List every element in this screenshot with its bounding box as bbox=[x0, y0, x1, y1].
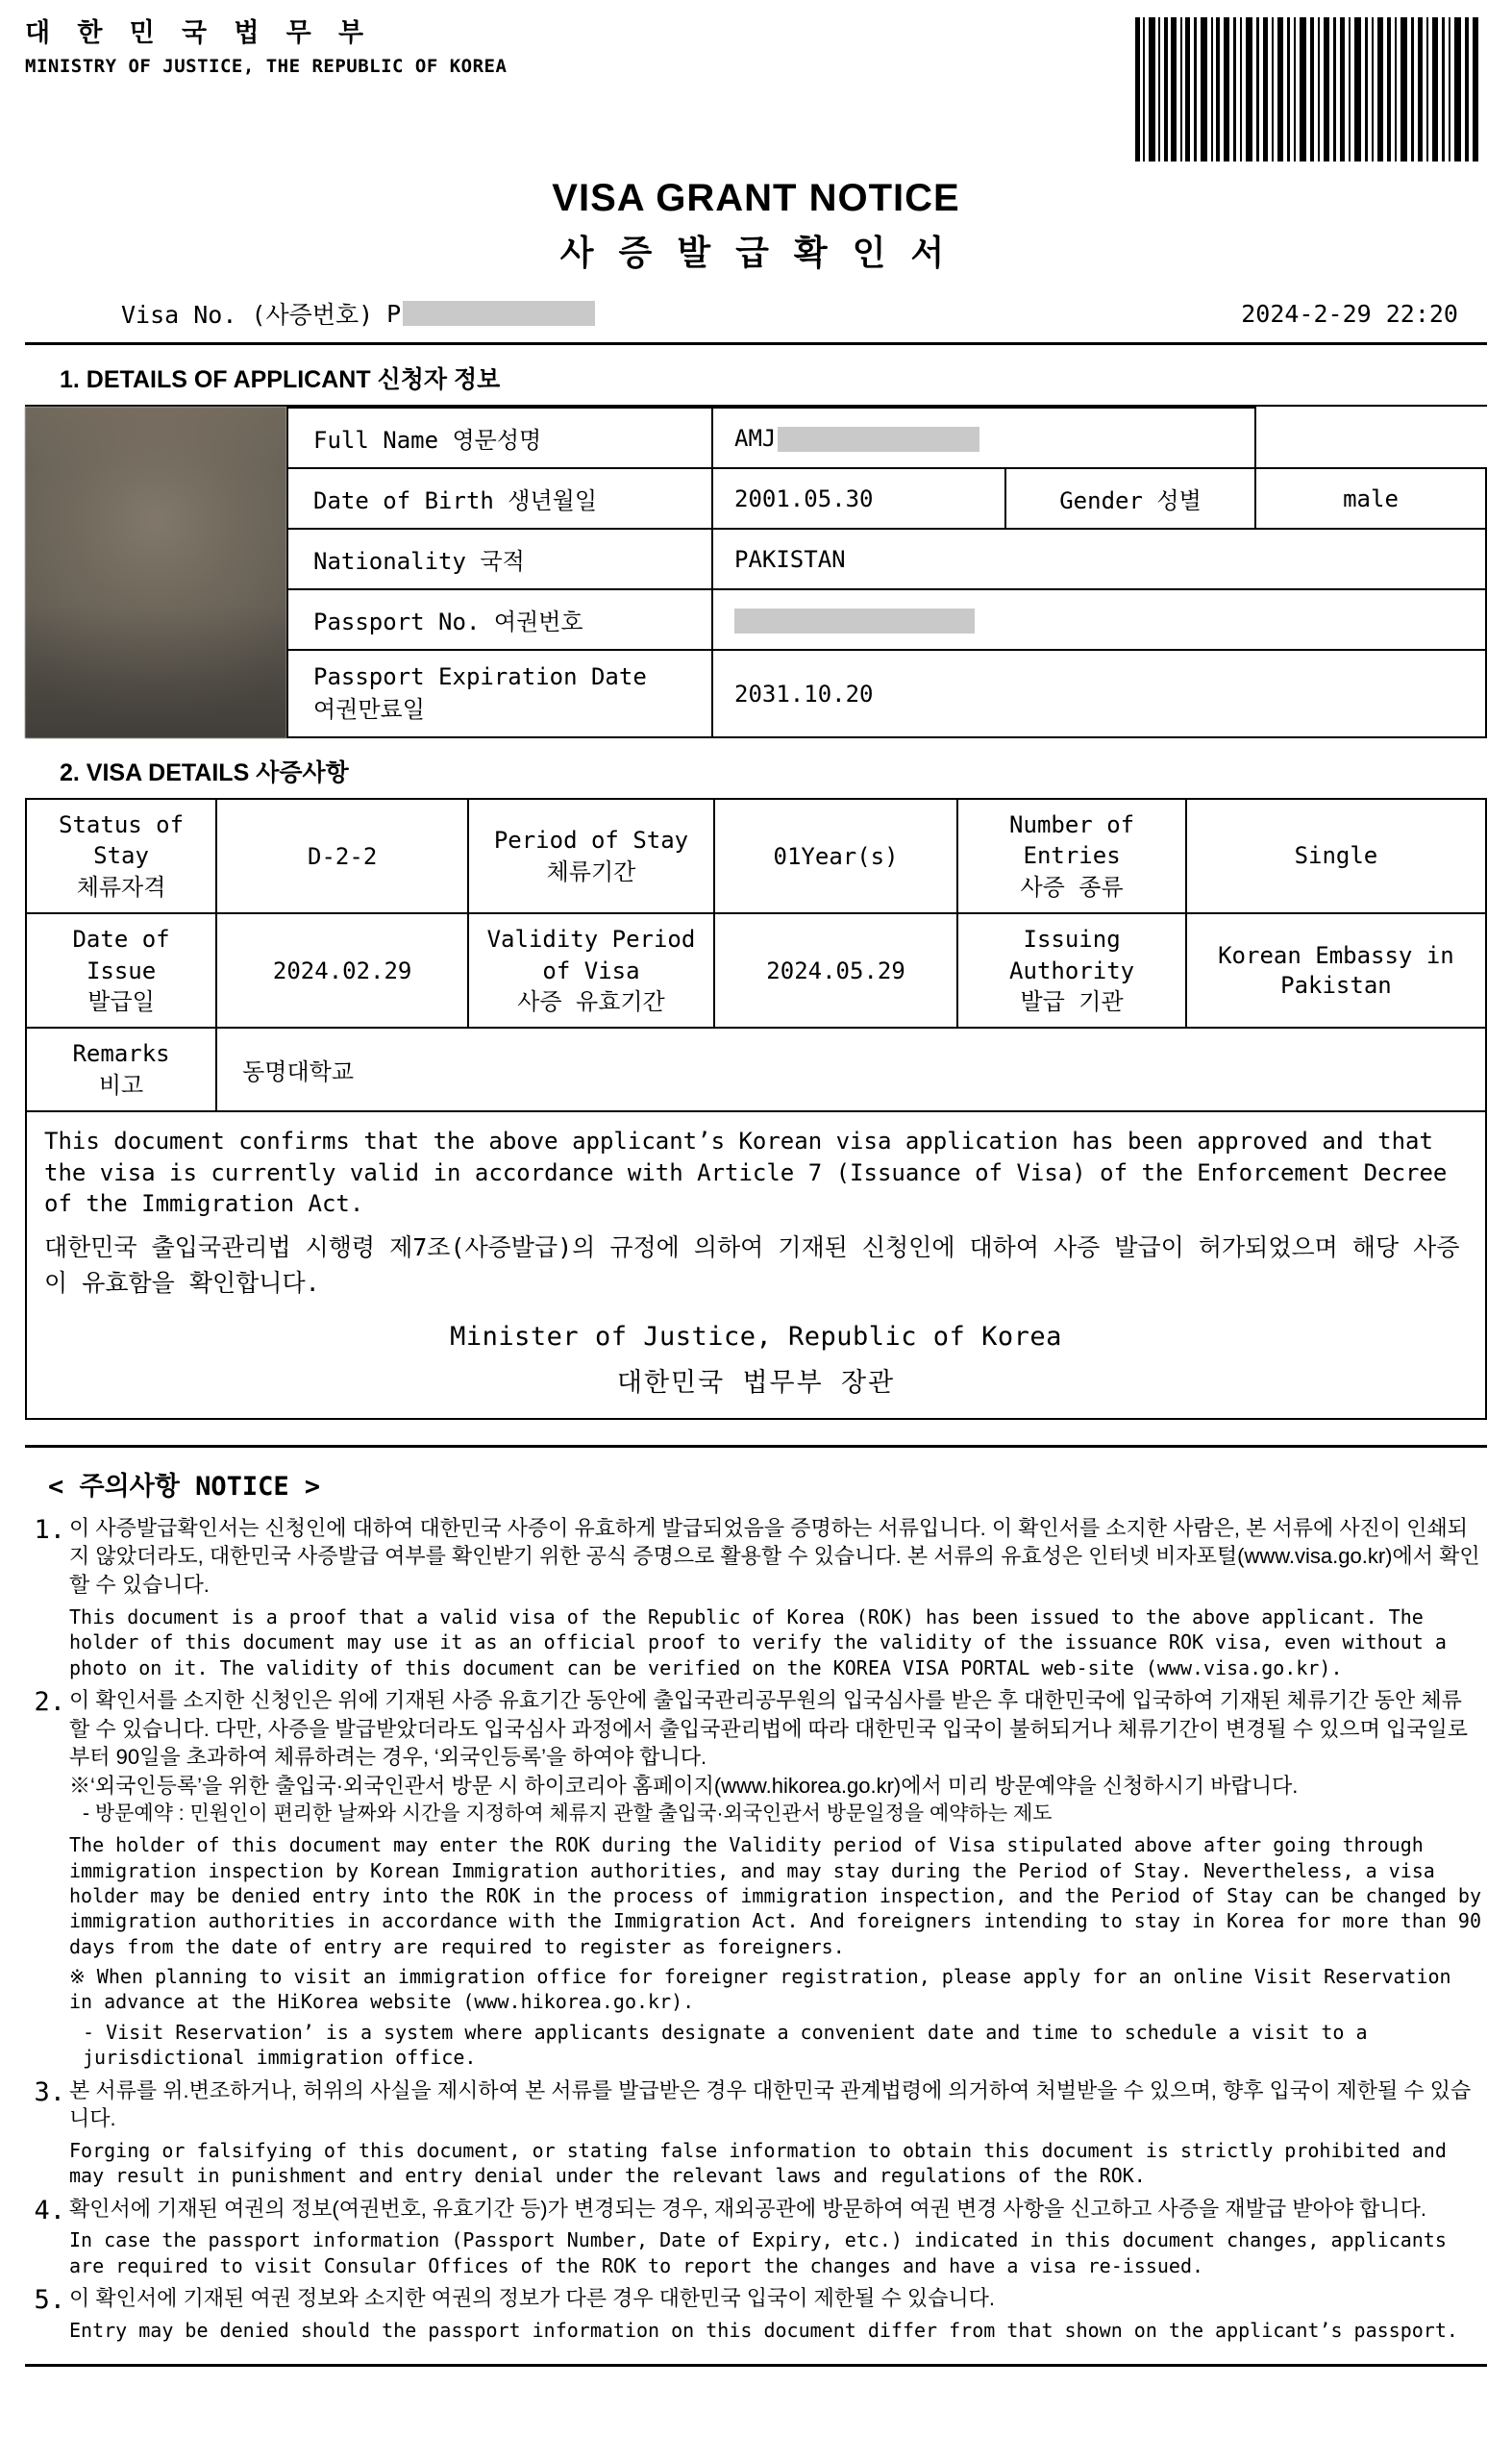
applicant-details-block bbox=[25, 405, 1487, 738]
validity-period-label-en2: of Visa bbox=[542, 957, 640, 984]
visa-number-group bbox=[121, 296, 595, 331]
issue-timestamp: 2024-2-29 22:20 bbox=[1241, 299, 1458, 328]
signature-ko: 대한민국 법무부 장관 bbox=[616, 1367, 896, 1398]
title-ko: 사 증 발 급 확 인 서 bbox=[559, 233, 953, 272]
validity-period-label bbox=[468, 913, 714, 1028]
validity-period-value: 2024.05.29 bbox=[714, 913, 958, 1028]
number-of-entries-label-en1: Number of bbox=[1009, 811, 1135, 838]
notice-number: 3. bbox=[34, 2076, 65, 2107]
gender-label: Gender 성별 bbox=[1005, 468, 1255, 529]
signature-block bbox=[44, 1322, 1468, 1399]
date-of-issue-label-en: Date of Issue bbox=[72, 926, 170, 984]
full-name-redaction bbox=[778, 427, 979, 452]
remarks-label-en: Remarks bbox=[72, 1040, 170, 1068]
dob-label: Date of Birth 생년월일 bbox=[287, 468, 712, 529]
validity-period-label-ko: 사증 유효기간 bbox=[517, 987, 665, 1015]
barcode-icon bbox=[1133, 17, 1481, 162]
table-row bbox=[287, 408, 1486, 468]
full-name-value: AMJ bbox=[734, 424, 777, 452]
notice-section bbox=[25, 1445, 1487, 2368]
title-en: VISA GRANT NOTICE bbox=[552, 177, 960, 219]
period-of-stay-value: 01Year(s) bbox=[714, 799, 958, 913]
table-row bbox=[26, 1028, 1486, 1111]
date-of-issue-label-ko: 발급일 bbox=[87, 987, 155, 1015]
notice-note-en: ※ When planning to visit an immigration office for foreigner registration, please apply for an online Visit Reservation in advance at the HiKorea website (www.hikorea.go.kr). bbox=[69, 1965, 1451, 2014]
list-item bbox=[31, 1514, 1481, 1680]
passport-expiry-value: 2031.10.20 bbox=[712, 650, 1486, 737]
notice-sub-en: - Visit Reservation’ is a system where applicants designate a convenient date and time to schedule a visit to a jurisdictional immigration office. bbox=[83, 2020, 1368, 2070]
passport-expiry-label-en: Passport Expiration Date bbox=[313, 663, 647, 691]
passport-expiry-label bbox=[287, 650, 712, 737]
notice-body bbox=[69, 2076, 1481, 2189]
applicant-table bbox=[286, 407, 1487, 738]
status-of-stay-label-ko: 체류자격 bbox=[76, 873, 166, 901]
notice-body bbox=[69, 1686, 1481, 2071]
period-of-stay-label-en: Period of Stay bbox=[493, 827, 689, 855]
section-title-applicant: 1. DETAILS OF APPLICANT 신청자 정보 bbox=[60, 366, 501, 393]
date-of-issue-value: 2024.02.29 bbox=[216, 913, 468, 1028]
passport-no-redaction bbox=[734, 609, 975, 634]
table-row bbox=[287, 468, 1486, 529]
number-of-entries-label-en2: Entries bbox=[1023, 842, 1121, 870]
table-row bbox=[26, 913, 1486, 1028]
number-of-entries-label-ko: 사증 종류 bbox=[1020, 873, 1124, 901]
issuing-authority-label-en1: Issuing bbox=[1023, 926, 1121, 954]
notice-title: < 주의사항 NOTICE > bbox=[48, 1471, 321, 1502]
passport-no-label: Passport No. 여권번호 bbox=[287, 589, 712, 650]
notice-en: Entry may be denied should the passport information on this document differ from that shown on the applicant’s passport. bbox=[69, 2318, 1458, 2342]
ministry-name-ko: 대 한 민 국 법 무 부 bbox=[25, 18, 370, 48]
header-divider bbox=[25, 342, 1487, 345]
validity-period-label-en1: Validity Period bbox=[486, 926, 696, 954]
notice-en: Forging or falsifying of this document, or stating false information to obtain this document is strictly prohibited and may result in punishment and entry denial under the relevant laws and regulations of the ROK. bbox=[69, 2139, 1447, 2188]
period-of-stay-label-ko: 체류기간 bbox=[546, 858, 636, 885]
table-row bbox=[26, 799, 1486, 913]
notice-body bbox=[69, 1514, 1481, 1680]
document-header bbox=[25, 17, 1487, 162]
visa-number-redaction bbox=[403, 301, 595, 326]
notice-en: In case the passport information (Passport Number, Date of Expiry, etc.) indicated in this document changes, applicants are required to visit Consular Offices of the ROK to report the changes and have a visa re-issued. bbox=[69, 2228, 1447, 2277]
confirmation-block bbox=[25, 1112, 1487, 1420]
gender-value: male bbox=[1255, 468, 1486, 529]
visa-number-row bbox=[25, 296, 1487, 331]
applicant-photo bbox=[25, 407, 286, 738]
status-of-stay-label bbox=[26, 799, 216, 913]
notice-ko: 이 확인서를 소지한 신청인은 위에 기재된 사증 유효기간 동안에 출입국관리공무원의 입국심사를 받은 후 대한민국에 입국하여 기재된 체류기간 동안 체류할 수 있습니다. 다만, 사증을 발급받았더라도 입국심사 과정에서 출입국관리법에 따라 대한민국 입국이 불허되거나 체류기간이 변경될 수 있으며 입국일로부터 90일을 초과하여 체류하려는 경우, ‘외국인등록’을 하여야 합니다. bbox=[69, 1688, 1469, 1770]
nationality-label: Nationality 국적 bbox=[287, 529, 712, 589]
visa-number-prefix: P bbox=[386, 299, 402, 328]
date-of-issue-label bbox=[26, 913, 216, 1028]
visa-details-table bbox=[25, 798, 1487, 1112]
full-name-label: Full Name 영문성명 bbox=[287, 408, 712, 468]
notice-number: 1. bbox=[34, 1514, 65, 1545]
table-row bbox=[287, 650, 1486, 737]
notice-en: The holder of this document may enter the ROK during the Validity period of Visa stipulated above after going through immigration inspection by Korean Immigration authorities, and may stay during the Period of Stay. Nevertheless, a visa holder may be denied entry into the ROK in the process of immigration inspection, and the Period of Stay can be changed by immigration authorities in accordance with the Immigration Act. And foreigners intending to stay in Korea for more than 90 days from the date of entry are required to register as foreigners. bbox=[69, 1833, 1482, 1958]
remarks-label-ko: 비고 bbox=[98, 1071, 144, 1099]
notice-note-ko: ※‘외국인등록’을 위한 출입국·외국인관서 방문 시 하이코리아 홈페이지(www.hikorea.go.kr)에서 미리 방문예약을 신청하시기 바랍니다. bbox=[69, 1774, 1299, 1799]
ministry-name-en: MINISTRY OF JUSTICE, THE REPUBLIC OF KOREA bbox=[25, 55, 508, 77]
notice-body bbox=[69, 2284, 1481, 2343]
notice-list bbox=[31, 1514, 1481, 2344]
issuing-authority-label-ko: 발급 기관 bbox=[1020, 987, 1124, 1015]
issuing-authority-label bbox=[957, 913, 1186, 1028]
visa-number-label: Visa No. (사증번호) bbox=[121, 301, 374, 329]
list-item bbox=[31, 2195, 1481, 2278]
table-row bbox=[287, 589, 1486, 650]
notice-ko: 확인서에 기재된 여권의 정보(여권번호, 유효기간 등)가 변경되는 경우, 재외공관에 방문하여 여권 변경 사항을 신고하고 사증을 재발급 받아야 합니다. bbox=[69, 2196, 1427, 2221]
notice-sub-ko: - 방문예약 : 민원인이 편리한 날짜와 시간을 지정하여 체류지 관할 출입국·외국인관서 방문일정을 예약하는 제도 bbox=[83, 1802, 1053, 1825]
passport-no-value-cell bbox=[712, 589, 1486, 650]
section-title-visa: 2. VISA DETAILS 사증사항 bbox=[60, 759, 349, 786]
confirmation-text-ko: 대한민국 출입국관리법 시행령 제7조(사증발급)의 규정에 의하여 기재된 신청인에 대하여 사증 발급이 허가되었으며 해당 사증이 유효함을 확인합니다. bbox=[44, 1233, 1460, 1297]
signature-en: Minister of Justice, Republic of Korea bbox=[450, 1321, 1062, 1352]
confirmation-text-en: This document confirms that the above applicant’s Korean visa application has been approved and that the visa is currently valid in accordance with Article 7 (Issuance of Visa) of the Enforcement Decree of the Immigration Act. bbox=[44, 1128, 1448, 1217]
list-item bbox=[31, 1686, 1481, 2071]
period-of-stay-label bbox=[468, 799, 714, 913]
list-item bbox=[31, 2284, 1481, 2343]
notice-ko: 이 사증발급확인서는 신청인에 대하여 대한민국 사증이 유효하게 발급되었음을 증명하는 서류입니다. 이 확인서를 소지한 사람은, 본 서류에 사진이 인쇄되지 않았더라도, 대한민국 사증발급 여부를 확인받기 위한 공식 증명으로 활용할 수 있습니다. 본 서류의 유효성은 인터넷 비자포털(www.visa.go.kr)에서 확인할 수 있습니다. bbox=[69, 1515, 1480, 1598]
number-of-entries-label bbox=[957, 799, 1186, 913]
nationality-value: PAKISTAN bbox=[712, 529, 1486, 589]
full-name-value-cell bbox=[712, 408, 1255, 468]
dob-value: 2001.05.30 bbox=[712, 468, 1005, 529]
issuing-authority-label-en2: Authority bbox=[1009, 957, 1135, 984]
notice-number: 2. bbox=[34, 1687, 65, 1718]
list-item bbox=[31, 2076, 1481, 2189]
notice-number: 4. bbox=[34, 2195, 65, 2225]
remarks-label bbox=[26, 1028, 216, 1111]
issuing-authority-value: Korean Embassy in Pakistan bbox=[1186, 913, 1486, 1028]
table-row bbox=[287, 529, 1486, 589]
status-of-stay-label-en: Status of Stay bbox=[59, 811, 185, 870]
notice-ko: 본 서류를 위.변조하거나, 허위의 사실을 제시하여 본 서류를 발급받은 경우 대한민국 관계법령에 의거하여 처벌받을 수 있으며, 향후 입국이 제한될 수 있습니다. bbox=[69, 2077, 1472, 2131]
notice-en: This document is a proof that a valid visa of the Republic of Korea (ROK) has been issued to the above applicant. The holder of this document may use it as an official proof to verify the validity of the issuance ROK visa, even without a photo on it. The validity of this document can be verified on the KOREA VISA PORTAL web-site (www.visa.go.kr). bbox=[69, 1604, 1447, 1679]
remarks-value: 동명대학교 bbox=[216, 1028, 1486, 1111]
passport-expiry-label-ko: 여권만료일 bbox=[313, 696, 425, 724]
status-of-stay-value: D-2-2 bbox=[216, 799, 468, 913]
document-title-block bbox=[25, 177, 1487, 275]
ministry-block bbox=[25, 17, 507, 77]
number-of-entries-value: Single bbox=[1186, 799, 1486, 913]
notice-number: 5. bbox=[34, 2285, 65, 2316]
notice-ko: 이 확인서에 기재된 여권 정보와 소지한 여권의 정보가 다른 경우 대한민국 입국이 제한될 수 있습니다. bbox=[69, 2286, 996, 2311]
notice-body bbox=[69, 2195, 1481, 2278]
